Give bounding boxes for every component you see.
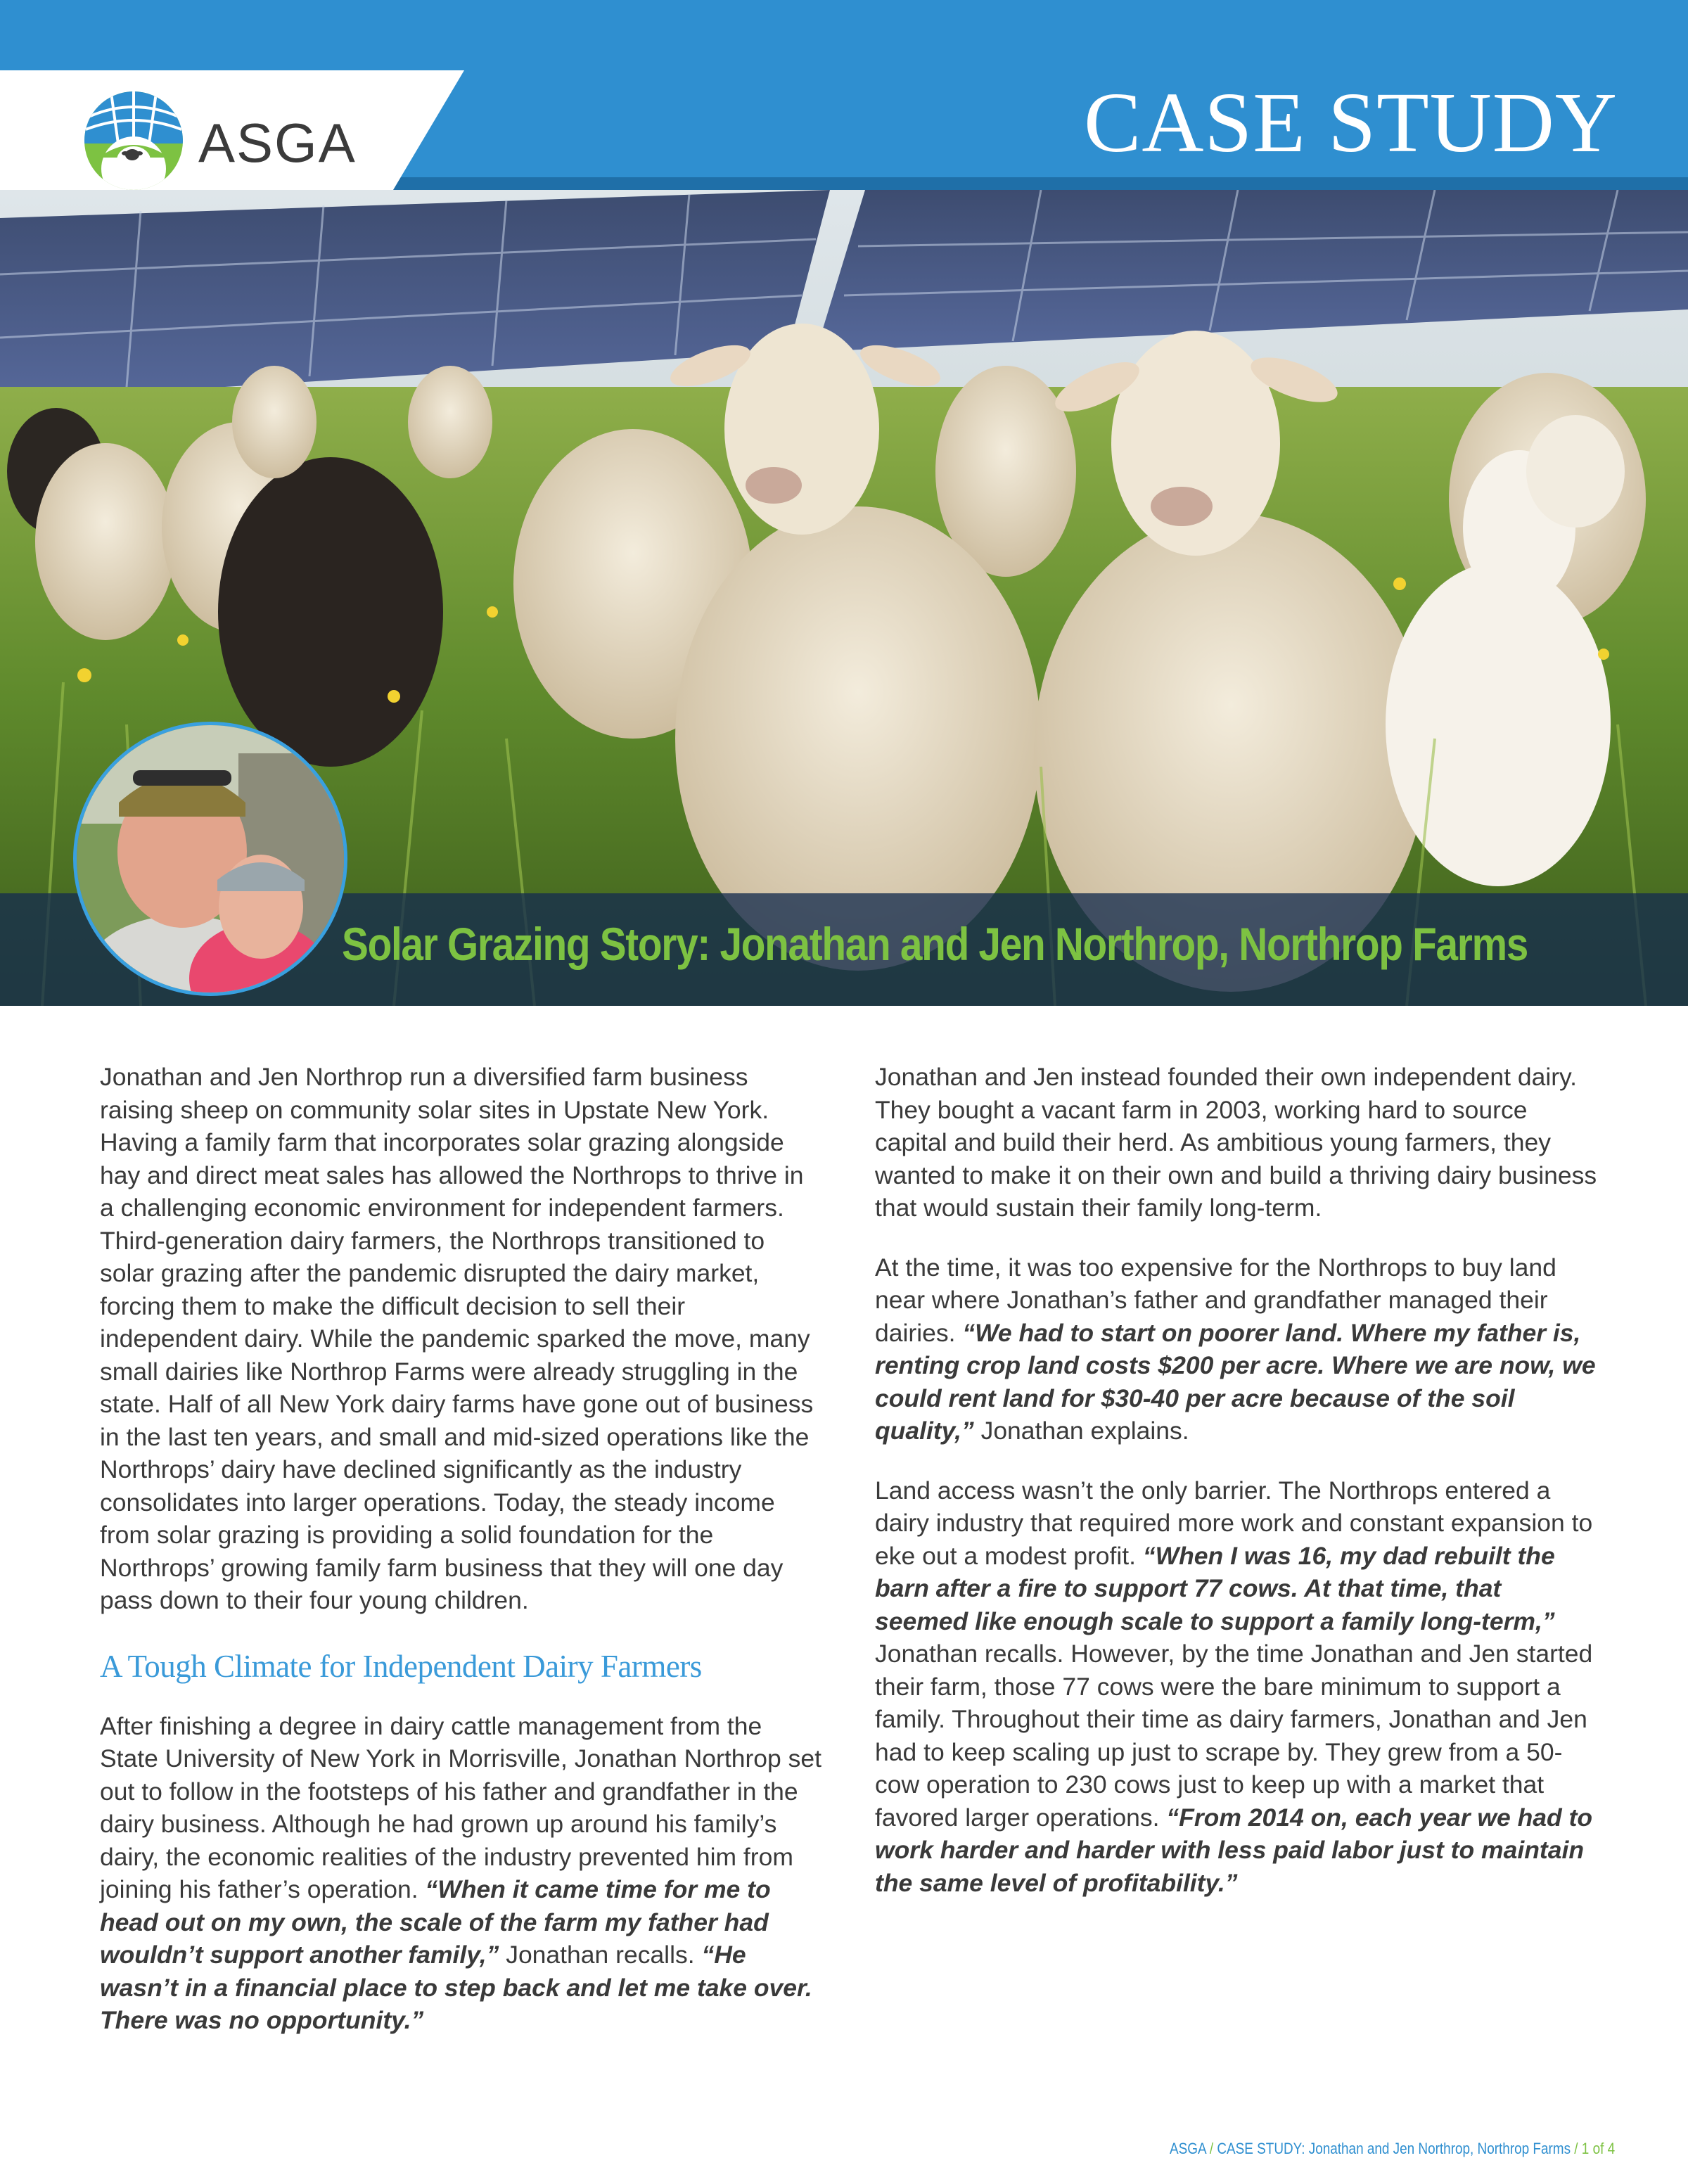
land-paragraph [875, 1251, 1599, 1448]
text-run: Land access wasn’t the only barrier. The Northrops entered a dairy industry that required more work and constant expansion to eke out a modest profit. [875, 1476, 1593, 1570]
founding-paragraph: Jonathan and Jen instead founded their own independent dairy. They bought a vacant farm in 2003, working hard to source capital and build their herd. As ambitious young farmers, they wanted to make it on their own and build a thriving dairy business that would sustain their family long-term. [875, 1063, 1597, 1222]
section-heading: A Tough Climate for Independent Dairy Farmers [100, 1648, 702, 1684]
page-title: CASE STUDY [1083, 75, 1618, 170]
intro-paragraph: Jonathan and Jen Northrop run a diversified farm business raising sheep on community solar sites in Upstate New York. Having a family farm that incorporates solar grazing alongside hay and direct meat sales has allowed the Northrops to thrive in a challenging economic environment for independent farmers. Third-generation dairy farmers, the Northrops transitioned to solar grazing after the pandemic disrupted the dairy market, forcing them to make the difficult decision to sell their independent dairy. While the pandemic sparked the move, many small dairies like Northrop Farms were already struggling in the state. Half of all New York dairy farms have gone out of business in the last ten years, and small and mid-sized operations like the Northrops’ dairy have declined significantly as the industry consolidates into larger operations. Today, the steady income from solar grazing is providing a solid foundation for the Northrops’ growing family farm business that they will one day pass down to their four young children. [100, 1063, 814, 1614]
story-title: Solar Grazing Story: Jonathan and Jen Northrop, Northrop Farms [342, 918, 1528, 970]
left-column [100, 1061, 824, 2037]
quote: “From 2014 on, each year we had to work harder and harder with less paid labor just to maintain the same level of profitability.” [875, 1803, 1593, 1897]
right-column [875, 1061, 1599, 1899]
couple-portrait-image [77, 725, 344, 992]
quote: “When I was 16, my dad rebuilt the barn after a fire to support 77 cows. At that time, that seemed like enough scale to support a family long-term,” [875, 1541, 1555, 1635]
text-run: Jonathan recalls. However, by the time Jonathan and Jen started their farm, those 77 cows were the bare minimum to support a family. Throughout their time as dairy farmers, Jonathan and Jen had to keep scaling up just to scrape by. They grew from a 50-cow operation to 230 cows just to keep up with a market that favored larger operations. [875, 1640, 1593, 1832]
background-paragraph [100, 1710, 824, 2037]
barrier-paragraph [875, 1474, 1599, 1900]
quote: “He wasn’t in a financial place to step back and let me take over. There was no opportunity.” [100, 1941, 812, 2034]
footer-doc-title: CASE STUDY: Jonathan and Jen Northrop, Northrop Farms [1217, 2140, 1571, 2157]
portrait-photo [73, 722, 347, 996]
footer-org: ASGA [1169, 2140, 1206, 2157]
logo-text: ASGA [198, 112, 357, 174]
asga-logo-icon [83, 90, 184, 191]
quote: “We had to start on poorer land. Where my father is, renting crop land costs $200 per acre. Where we are now, we could rent land for $30-40 per acre because of the soil quality,” [875, 1318, 1596, 1445]
text-run: Jonathan recalls. [499, 1941, 702, 1969]
page-footer [1170, 2140, 1615, 2158]
quote: “When it came time for me to head out on my own, the scale of the farm my father had wouldn’t support another family,” [100, 1875, 771, 1969]
text-run: At the time, it was too expensive for the Northrops to buy land near where Jonathan’s father and grandfather managed their dairies. [875, 1253, 1556, 1347]
text-run: Jonathan explains. [973, 1417, 1189, 1445]
footer-separator: / [1206, 2140, 1217, 2157]
page-number: 1 of 4 [1581, 2140, 1615, 2157]
footer-separator: / [1570, 2140, 1582, 2157]
text-run: After finishing a degree in dairy cattle management from the State University of New York in Morrisville, Jonathan Northrop set out to follow in the footsteps of his father and grandfather in the dairy business. Although he had grown up around his family’s dairy, the economic realities of the industry prevented him from joining his father’s operation. [100, 1711, 821, 1903]
